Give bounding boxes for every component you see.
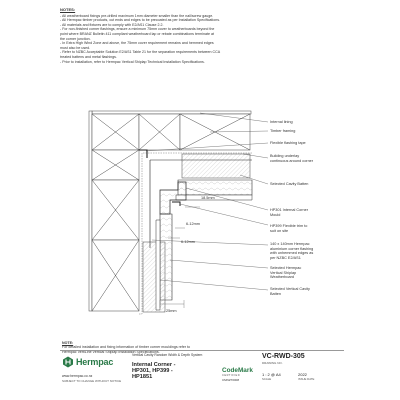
label-alu-4: per NZBC E2/AS1 (270, 255, 301, 260)
codemark-id: CMNZ70008 (222, 378, 240, 382)
label-underlay-2: continuous around corner (270, 158, 314, 163)
note-line: - All Hermpac timber products, cut ends and edges to be precoated as per Installation Specifications. (60, 18, 221, 23)
internal-lining-left (89, 111, 92, 311)
label-hp399-2: suit on site (270, 228, 289, 233)
internal-lining-top (92, 111, 251, 114)
date-value: 2022 (298, 372, 307, 377)
date-label: ISSUE DATE (298, 377, 315, 381)
codemark-certified: CERTIFIED (222, 374, 241, 377)
reference-area (262, 353, 344, 383)
drawing-label: DRAWING NO. (262, 361, 283, 365)
note-line: - Prior to installation, refer to Hermpac Vertical Shiplap Technical Installation Specifications. (60, 59, 205, 64)
note-line: treated battens and metal flashings. (60, 54, 117, 59)
vertical-weatherboard (156, 214, 172, 310)
brand-area (60, 353, 130, 383)
detail-title-1: Internal Corner - (132, 362, 176, 368)
label-batten: Selected Cavity Batten (270, 182, 309, 186)
bottom-note-title: NOTE: (62, 341, 74, 345)
label-sel-vert-1: Selected Vertical Cavity (270, 287, 310, 291)
scale-value: 1 : 2 @ A4 (262, 372, 281, 377)
label-dim-25: 25mm (166, 309, 177, 313)
label-hp301-2: Mould (270, 212, 281, 217)
label-internal-lining: Internal lining (270, 120, 293, 124)
label-alu-2: aluminium corner flashing (270, 246, 314, 251)
label-hp399-1: HP399 Flexible trim to (270, 224, 308, 228)
horizontal-cavity-batten (182, 154, 250, 178)
scale-label: SCALE (262, 377, 272, 381)
label-dim-612-b: 6-12mm (181, 240, 195, 244)
drawing-code: VC-RWD-305 (262, 353, 305, 360)
label-timber-framing: Timber framing (270, 129, 296, 133)
label-sel-herm-1: Selected Hermpac (270, 266, 302, 270)
bottom-note-line: For detailed installation and fixing information of timber corner mouldings refer to (62, 345, 191, 350)
brand-url: www.hermpac.co.nz (62, 374, 93, 378)
codemark-area (222, 367, 262, 383)
label-underlay-1: Building underlay (270, 154, 300, 158)
label-hp301-1: HP301 Internal Corner (270, 208, 308, 212)
detail-title-2: HP301, HP399 - (132, 368, 173, 374)
brand-name: Hermpac (76, 357, 114, 367)
codemark-logo: CodeMark (222, 367, 253, 374)
label-sel-herm-2: Vertical Shiplap (270, 270, 297, 275)
label-alu-3: with unhemmed edges as (270, 251, 314, 255)
note-line: - In Extra High Wind Zone and above, the 75mm cover requirement remains and hemmed edges (60, 41, 214, 46)
note-line: - All weatherboard fixings pre-drilled maximum 1mm diameter smaller than the nail/screw gauge. (60, 13, 214, 18)
label-dim-612-a: 6-12mm (186, 222, 200, 226)
subject-to-change: SUBJECT TO CHANGE WITHOUT NOTICE (62, 379, 122, 383)
label-flexible-tape: Flexible flashing tape (270, 141, 306, 145)
flashing-tape (139, 150, 147, 158)
detail-title-3: HP1851 (132, 374, 153, 380)
system-name: Vertical Cavity Random Width & Depth System (132, 353, 203, 357)
note-line: point where BRANZ Bulletin 411 compliant weatherboard lap or rebate combinations terminate at (60, 31, 214, 36)
bottom-note-line: Hermpac VertiLine Vertical Shiplap Installation Specifications. (62, 349, 160, 354)
description-area (132, 353, 220, 383)
note-line: - Refer to NZBC Acceptable Solution E2/AS1 Table 21 for the separation requirements between CCA (60, 50, 221, 55)
label-dim-18: 18.5mm (201, 196, 215, 200)
corner-mould-hp301 (160, 182, 186, 214)
label-sel-vert-2: Batten (270, 291, 281, 296)
title-block (60, 350, 344, 385)
notes-title: NOTES: (60, 7, 76, 12)
note-line: - For non-finished corner flashings, ensure a minimum 75mm cover to weatherboards beyond the (60, 27, 215, 32)
note-line: - All materials and fixtures are to comply with E2/AS1 Clause 2.2. (60, 22, 164, 27)
label-alu-1: 140 x 140mm Hermpac (270, 242, 310, 246)
note-line: the corner junction. (60, 36, 91, 41)
note-line: must also be used. (60, 45, 91, 50)
label-sel-herm-3: Weatherboard (270, 275, 294, 279)
flexible-trim-hp399 (172, 202, 180, 206)
hermpac-logo-icon (62, 356, 74, 368)
